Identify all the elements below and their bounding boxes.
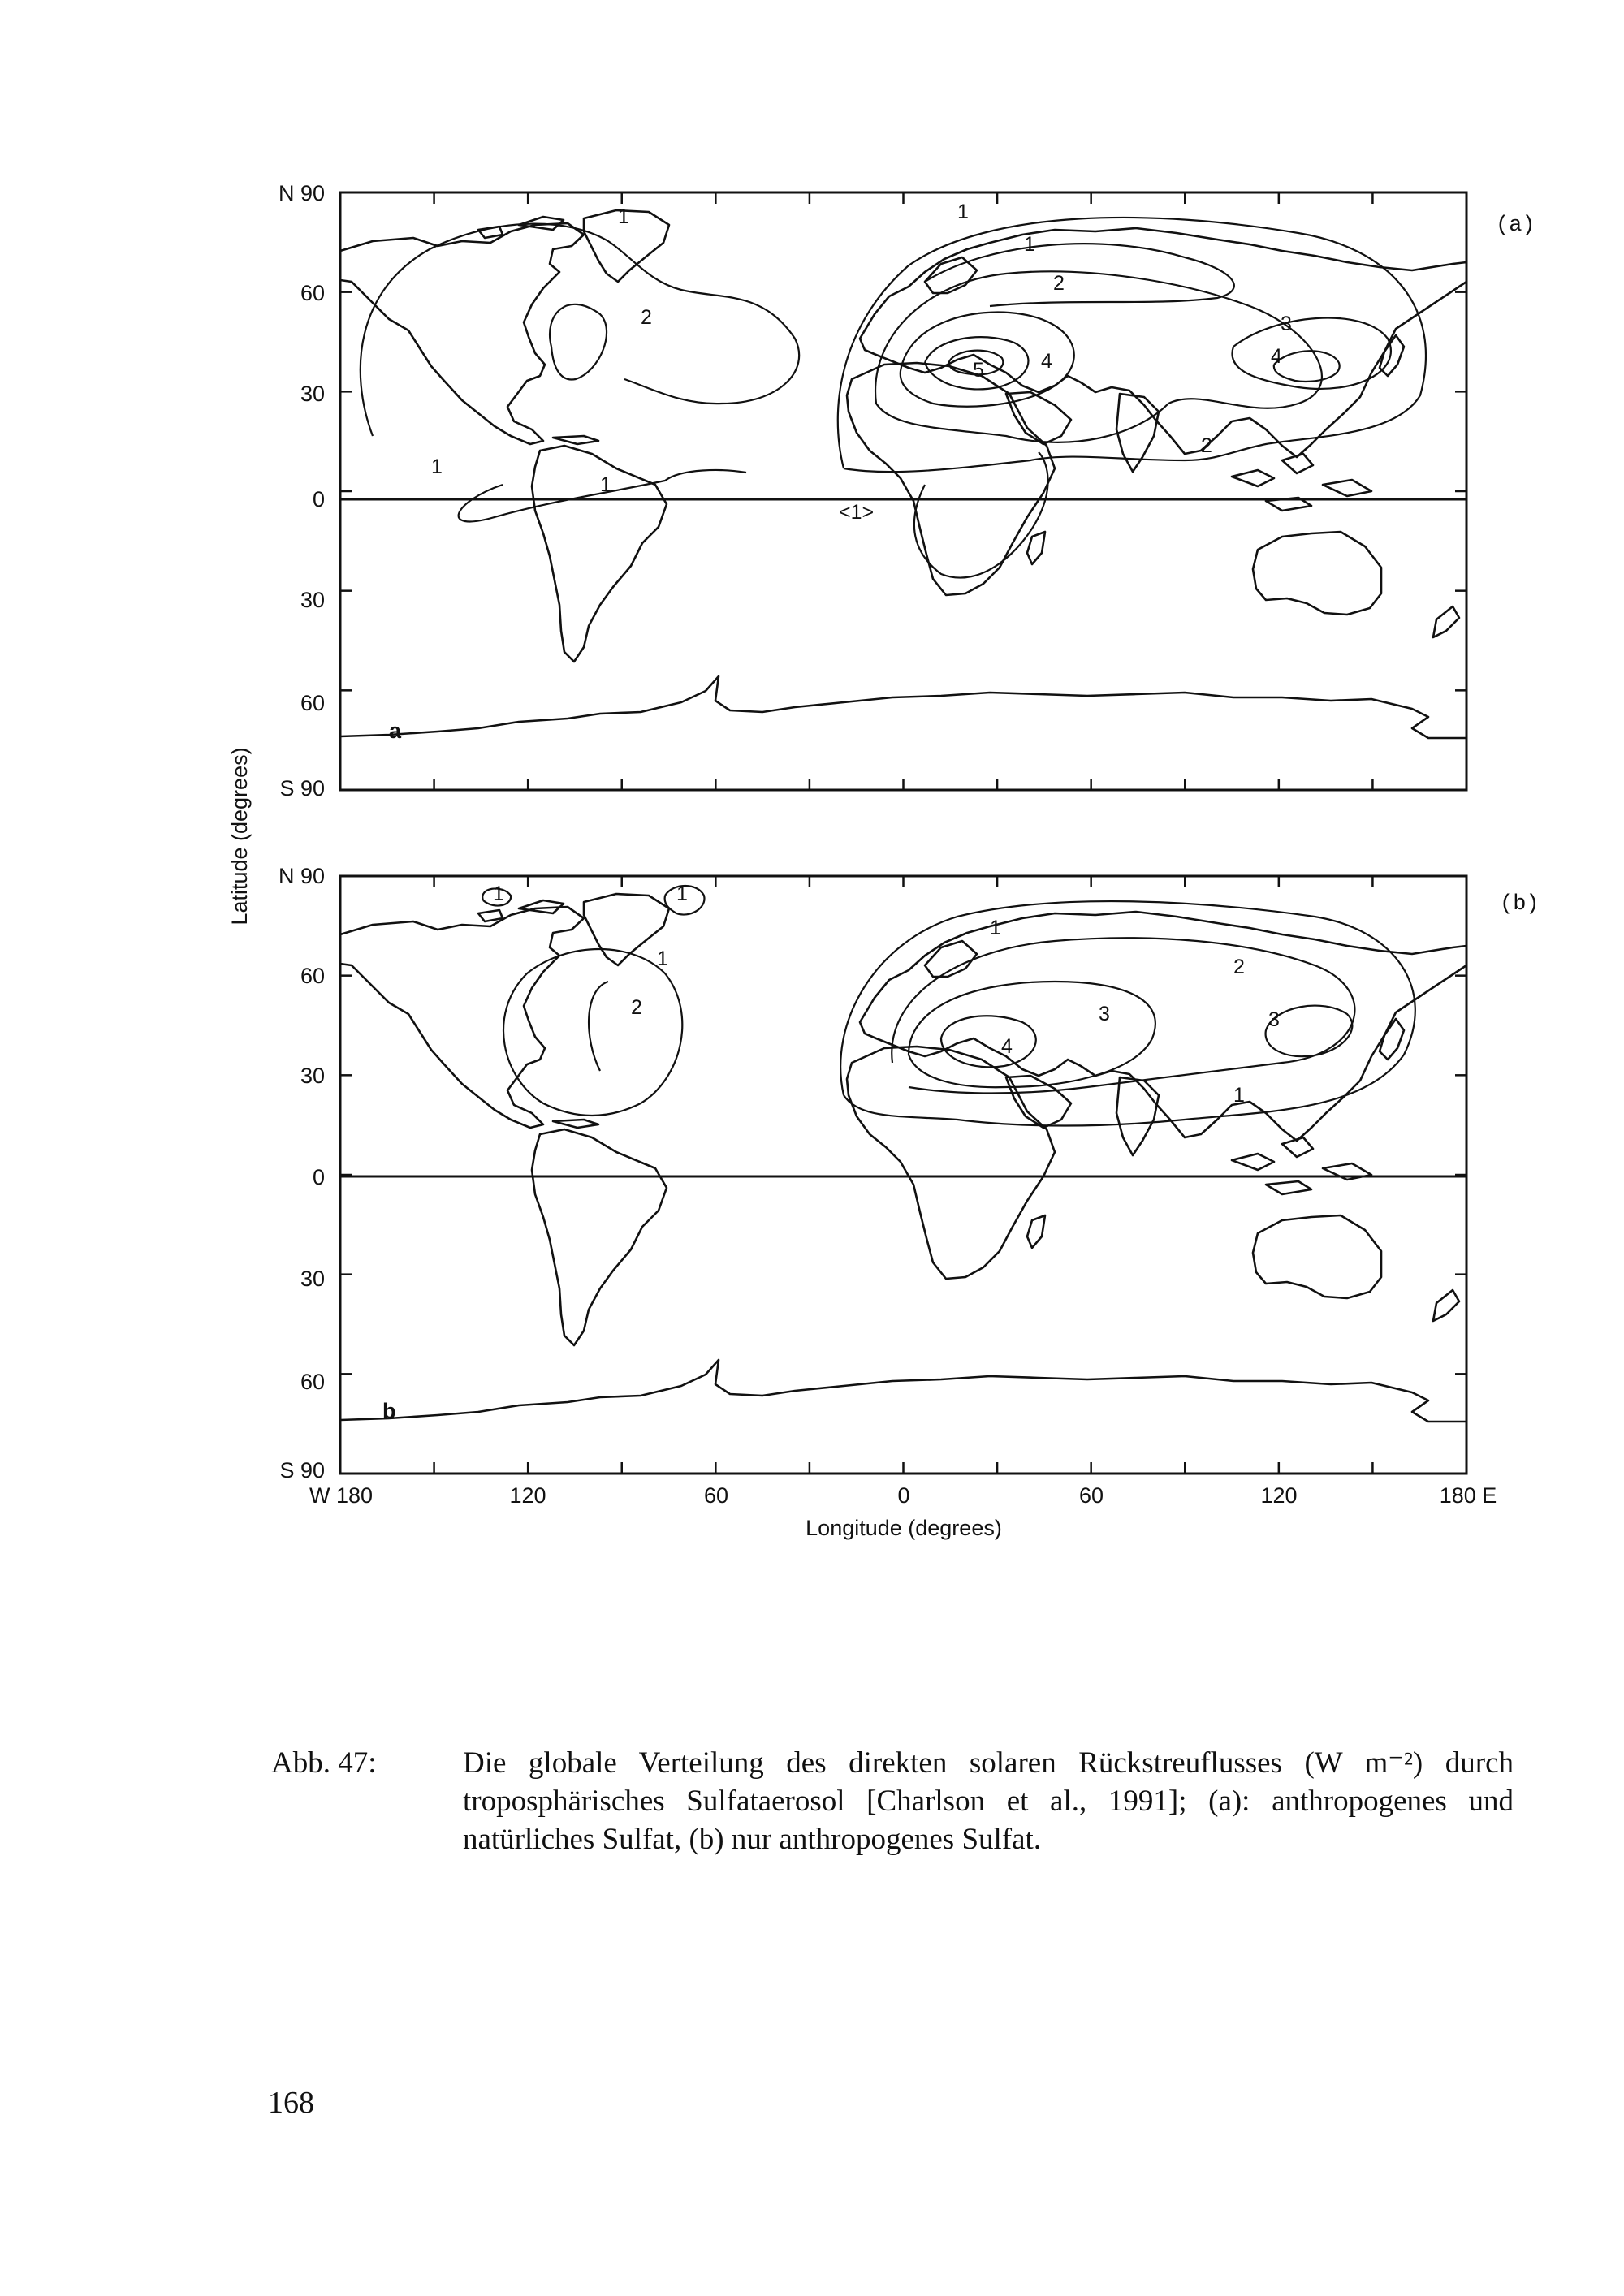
contour-label: 1 xyxy=(618,205,629,228)
lat-tick-label: 30 xyxy=(300,588,325,612)
lat-tick-label: N 90 xyxy=(278,864,325,888)
contour-label: 4 xyxy=(1271,345,1282,368)
contour-label: 1 xyxy=(957,201,969,223)
lat-tick-label: 0 xyxy=(312,487,325,511)
contour-label: 3 xyxy=(1099,1003,1110,1025)
frame-a xyxy=(340,192,1466,790)
contour-label: 2 xyxy=(1201,434,1212,457)
contour-label: 2 xyxy=(1233,956,1245,978)
contour-label: 1 xyxy=(657,947,668,970)
contour-a-4-east-asia xyxy=(1274,351,1340,382)
lon-tick-label: W 180 xyxy=(309,1483,374,1508)
panel-letter-b: b xyxy=(382,1399,396,1423)
contour-label: 1 xyxy=(493,883,504,905)
lon-tick-label: 60 xyxy=(703,1483,729,1508)
lat-tick-label: 30 xyxy=(300,382,325,406)
panel-letter-a: a xyxy=(389,719,402,743)
page-number: 168 xyxy=(268,2086,314,2120)
lat-tick-label: S 90 xyxy=(279,776,325,801)
contour-b-2-north-america xyxy=(589,982,608,1071)
contour-b-4-europe xyxy=(941,1016,1036,1067)
continents-b xyxy=(340,894,1466,1474)
lat-tick-label: 60 xyxy=(300,691,325,715)
contour-label: 5 xyxy=(973,359,984,382)
contour-label: 4 xyxy=(1041,350,1052,373)
lat-tick-label: 30 xyxy=(300,1064,325,1088)
contour-b-1-eurasia xyxy=(840,901,1415,1125)
contour-a-3-east-asia xyxy=(1232,318,1390,389)
contour-label: 1 xyxy=(431,455,443,478)
map-a xyxy=(340,201,1466,790)
lon-labels xyxy=(309,1483,1497,1508)
y-axis-label: Latitude (degrees) xyxy=(227,747,252,926)
panel-a xyxy=(340,192,1535,790)
contour-label: 4 xyxy=(1001,1035,1013,1058)
contour-a-1-eurasia-outer xyxy=(838,218,1426,472)
contour-label: 3 xyxy=(1281,313,1292,335)
contour-a-2-north-america xyxy=(550,304,607,380)
lon-tick-label: 180 E xyxy=(1439,1483,1497,1508)
annotation-less-than-1: <1> xyxy=(839,501,875,524)
lon-tick-label: 120 xyxy=(1260,1483,1298,1508)
lat-tick-label: 0 xyxy=(312,1165,325,1189)
contour-label: 2 xyxy=(631,996,642,1019)
contour-label: 3 xyxy=(1268,1008,1280,1031)
panel-tag-b: (b) xyxy=(1500,892,1540,917)
lat-tick-label: 60 xyxy=(300,281,325,305)
contour-label: 1 xyxy=(600,473,611,496)
contours-b xyxy=(482,886,1415,1126)
lat-tick-label: 60 xyxy=(300,964,325,988)
lat-tick-label: N 90 xyxy=(278,181,325,205)
contour-label: 1 xyxy=(990,917,1001,939)
contour-b-2-eurasia xyxy=(892,938,1354,1093)
lat-tick-label: 60 xyxy=(300,1370,325,1394)
contours-a xyxy=(361,218,1426,578)
contour-label: 2 xyxy=(1053,272,1065,295)
map-b xyxy=(340,883,1466,1474)
contour-label: 2 xyxy=(641,306,652,329)
lon-tick-label: 0 xyxy=(897,1483,910,1508)
contour-a-1-north-america xyxy=(361,224,799,436)
lat-tick-label: S 90 xyxy=(279,1458,325,1482)
lat-labels-a xyxy=(279,181,325,801)
contour-a-2-eurasia xyxy=(875,271,1322,442)
lon-tick-label: 60 xyxy=(1078,1483,1104,1508)
x-axis-label: Longitude (degrees) xyxy=(806,1516,1002,1540)
contour-label: 1 xyxy=(676,883,688,905)
contour-b-1-north-america xyxy=(503,949,682,1116)
contour-a-1-inner xyxy=(925,244,1234,306)
contour-label: 1 xyxy=(1233,1084,1245,1107)
caption-label: Abb. 47: xyxy=(271,1746,377,1780)
lon-tick-label: 120 xyxy=(509,1483,546,1508)
panel-tag-a: (a) xyxy=(1496,214,1535,238)
lat-tick-label: 30 xyxy=(300,1267,325,1291)
lat-labels-b xyxy=(279,864,325,1482)
caption-text: Die globale Verteilung des direkten solaren Rückstreuflusses (W m⁻²) durch troposphärisches Sulfataerosol [Charlson et al., 1991]; (a): anthropogenes und natürliches Sulfat, (b) nur anthropogenes Sulfat. xyxy=(463,1746,1514,1856)
contour-label: 1 xyxy=(1024,233,1035,256)
panel-b xyxy=(340,876,1540,1474)
frame-b xyxy=(340,876,1466,1474)
